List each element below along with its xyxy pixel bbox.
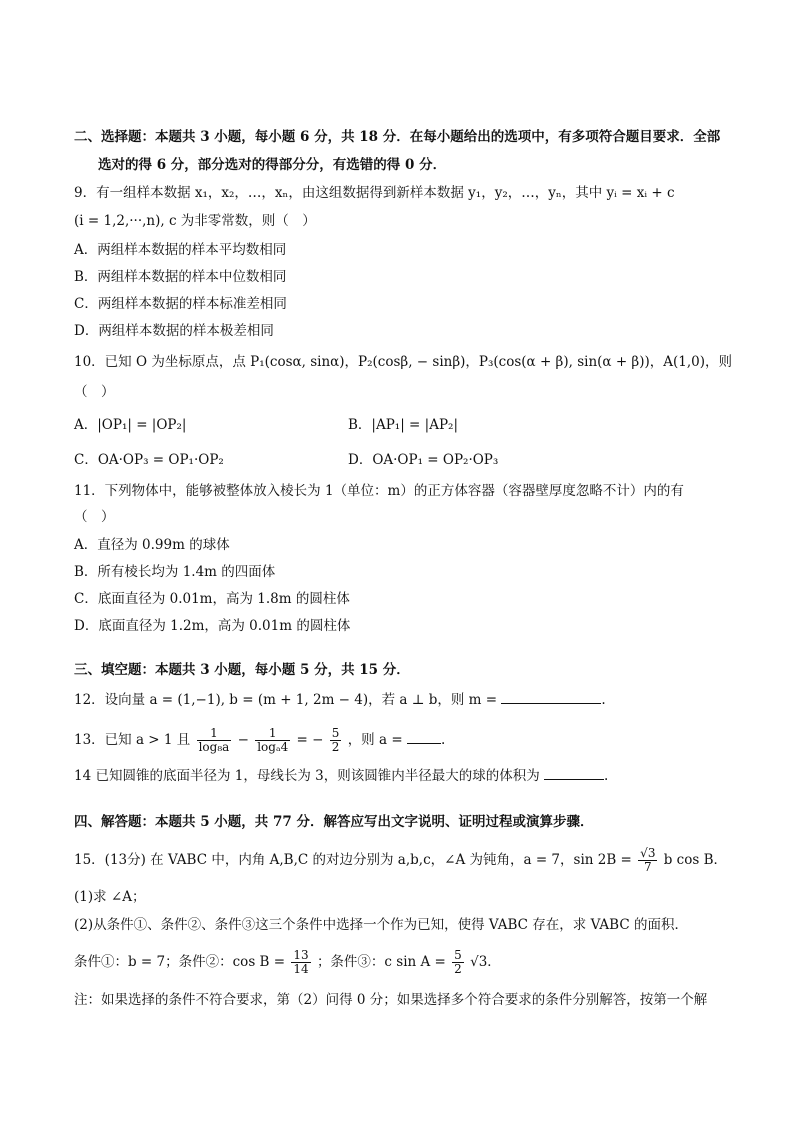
q9-option-c: C．两组样本数据的样本标准差相同 (74, 296, 287, 312)
q15-cond-frac1: $\frac{13}{14}$ (293, 948, 309, 976)
q14-line (74, 766, 608, 786)
q14-tail: . (604, 768, 609, 784)
q13-frac1: $\frac{1}{\text{log₈a}}$ (198, 726, 230, 754)
q13-frac3: $\frac{5}{2}$ (331, 726, 340, 754)
q15-prefix: 15．(13分) 在 VABC 中，内角 A,B,C 的对边分别为 a,b,c，∠A 为钝角，a = 7，sin 2B = (74, 852, 632, 868)
q15-part1: (1)求 ∠A； (74, 889, 146, 905)
q15-conditions (74, 946, 501, 978)
q10-stem-line2: （ ） (74, 384, 115, 400)
q11-option-d: D．底面直径为 1.2m，高为 0.01m 的圆柱体 (74, 618, 351, 634)
q9-option-d: D．两组样本数据的样本极差相同 (74, 323, 274, 339)
q9-stem-line2: (i = 1,2,···,n), c 为非零常数，则（ ） (74, 213, 316, 229)
q12-answer-blank[interactable] (501, 690, 601, 704)
section2-header-line2: 选对的得 6 分，部分选对的得部分分，有选错的得 0 分． (98, 157, 447, 173)
q10-option-a: A．|OP₁| = |OP₂| (74, 417, 187, 433)
q15-cond-frac2: $\frac{5}{2}$ (454, 948, 462, 976)
q11-stem-line1: 11．下列物体中，能够被整体放入棱长为 1（单位：m）的正方体容器（容器壁厚度忽略不计）内的有 (74, 483, 684, 499)
q15-part2: (2)从条件①、条件②、条件③这三个条件中选择一个作为已知，使得 VABC 存在，求 VABC 的面积． (74, 917, 688, 933)
q15-suffix: b cos B． (663, 852, 728, 868)
q14-answer-blank[interactable] (544, 766, 604, 780)
q9-option-b: B．两组样本数据的样本中位数相同 (74, 269, 287, 285)
q11-stem-line2: （ ） (74, 509, 115, 525)
q15-cond-prefix: 条件①：b = 7；条件②：cos B = (74, 954, 286, 970)
q10-option-b: B．|AP₁| = |AP₂| (348, 417, 458, 433)
q11-option-c: C．底面直径为 0.01m，高为 1.8m 的圆柱体 (74, 591, 350, 607)
q13-tail: . (440, 732, 446, 748)
section4-header: 四、解答题：本题共 5 小题，共 77 分．解答应写出文字说明、证明过程或演算步骤． (74, 814, 594, 830)
q13-equals: = − (296, 732, 324, 748)
q10-stem-line1: 10．已知 O 为坐标原点，点 P₁(cosα, sinα)，P₂(cosβ, − sinβ)，P₃(cos(α + β), sin(α + β))，A(1,0)，则 (74, 354, 733, 370)
q9-option-a: A．两组样本数据的样本平均数相同 (74, 242, 287, 258)
q13-minus: − (237, 732, 249, 748)
q13-answer-blank[interactable] (407, 730, 441, 744)
q15-note: 注：如果选择的条件不符合要求，第（2）问得 0 分；如果选择多个符合要求的条件分别解答，按第一个解 (74, 992, 708, 1008)
section2-header-line1: 二、选择题：本题共 3 小题，每小题 6 分，共 18 分．在每小题给出的选项中，有多项符合题目要求．全部 (74, 129, 721, 145)
q11-option-a: A．直径为 0.99m 的球体 (74, 537, 230, 553)
q14-text: 14 已知圆锥的底面半径为 1，母线长为 3，则该圆锥内半径最大的球的体积为 (74, 768, 540, 784)
q13-line (74, 724, 445, 756)
q9-stem-line1: 9．有一组样本数据 x₁，x₂，…，xₙ，由这组数据得到新样本数据 y₁，y₂，…，yₙ，其中 yᵢ = xᵢ + c (74, 185, 675, 201)
q12-text: 12．设向量 a = (1,−1), b = (m + 1, 2m − 4)，若 a ⊥ b，则 m = (74, 692, 498, 708)
q15-cond-mid: ；条件③：c sin A = (316, 954, 446, 970)
q13-prefix: 13．已知 a > 1 且 (74, 732, 191, 748)
q12-line (74, 690, 606, 710)
q15-cond-suffix: √3． (470, 954, 501, 970)
q13-frac2: $\frac{1}{\text{logₐ4}}$ (257, 726, 289, 754)
q12-tail: . (601, 692, 606, 708)
q10-option-c: C．OA·OP₃ = OP₁·OP₂ (74, 452, 224, 468)
q13-suffix: ，则 a = (347, 732, 403, 748)
q10-option-d: D．OA·OP₁ = OP₂·OP₃ (348, 452, 499, 468)
q15-frac: $\frac{√3}{7}$ (640, 846, 656, 874)
q11-option-b: B．所有棱长均为 1.4m 的四面体 (74, 564, 276, 580)
section3-header: 三、填空题：本题共 3 小题，每小题 5 分，共 15 分． (74, 662, 410, 678)
q15-stem (74, 844, 727, 876)
